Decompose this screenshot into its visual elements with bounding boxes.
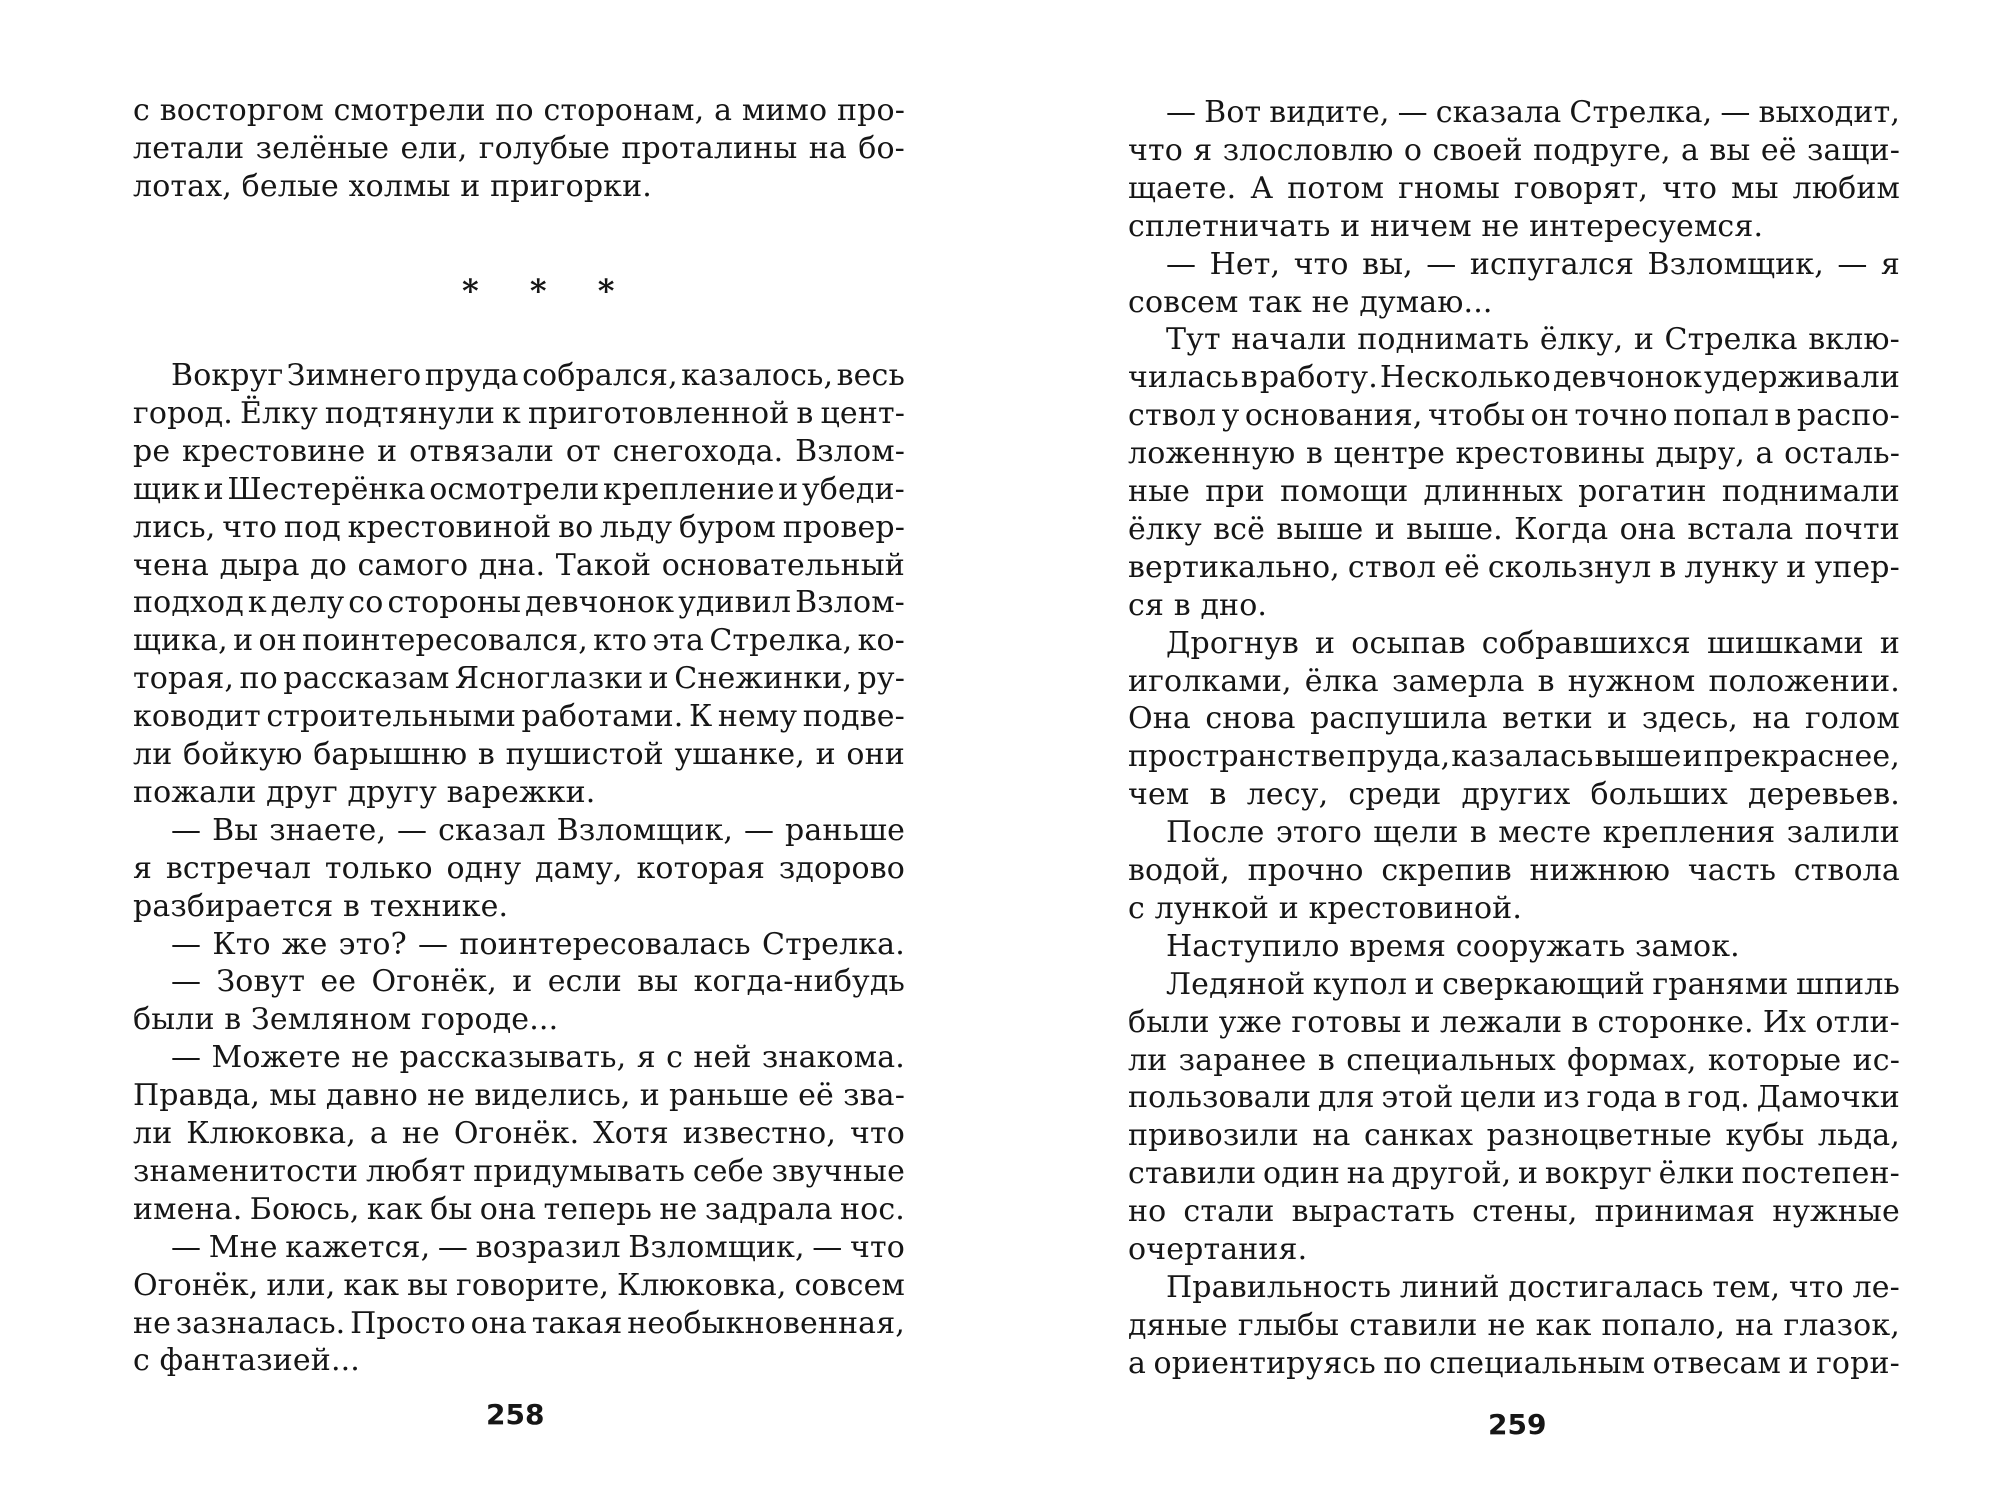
text-line: чем в лесу, среди других больших деревьев. <box>1128 777 1900 813</box>
text-line: с восторгом смотрели по сторонам, а мимо про- <box>133 93 905 128</box>
text-line: вертикально, ствол её скользнул в лунку и упер- <box>1128 549 1900 585</box>
text-line: Ледяной купол и сверкающий гранями шпиль <box>1166 966 1900 1002</box>
text-line: а ориентируясь по специальным отвесам и гори- <box>1128 1345 1900 1381</box>
page-number-right: 259 <box>1488 1408 1547 1441</box>
text-line: дяные глыбы ставили не как попало, на глазок, <box>1128 1307 1900 1343</box>
text-line: Дрогнув и осыпав собравшихся шишками и <box>1166 625 1900 661</box>
text-line: щаете. А потом гномы говорят, что мы любим <box>1128 170 1900 206</box>
text-line: пользовали для этой цели из года в год. Дамочки <box>1128 1080 1900 1116</box>
text-line: торая, по рассказам Ясноглазки и Снежинки, ру- <box>133 661 905 697</box>
text-line: лотах, белые холмы и пригорки. <box>133 169 652 204</box>
text-line: ли бойкую барышню в пушистой ушанке, и они <box>133 737 905 772</box>
text-line: подход к делу со стороны девчонок удивил Взлом- <box>133 585 905 621</box>
text-line: что я злословлю о своей подруге, а вы её защи- <box>1128 132 1900 168</box>
text-line: я встречал только одну даму, которая здорово <box>133 850 905 886</box>
text-line: пожали друг другу варежки. <box>133 774 596 810</box>
text-line: ложенную в центре крестовины дыру, а осталь- <box>1128 436 1900 472</box>
text-line: — Можете не рассказывать, я с ней знакома. <box>171 1040 905 1076</box>
text-line: — Вы знаете, — сказал Взломщик, — раньше <box>171 812 905 848</box>
text-line: город. Ёлку подтянули к приготовленной в цент- <box>133 395 905 431</box>
text-line: с лункой и крестовиной. <box>1128 890 1523 926</box>
text-line: разбирается в технике. <box>133 888 509 924</box>
text-line: ёлку всё выше и выше. Когда она встала почти <box>1128 511 1900 547</box>
text-line: привозили на санках разноцветные кубы льда, <box>1128 1118 1900 1154</box>
text-line: Огонёк, или, как вы говорите, Клюковка, совсем <box>133 1267 905 1303</box>
text-line: — Зовут ее Огонёк, и если вы когда-нибудь <box>171 964 905 1000</box>
text-line: водой, прочно скрепив нижнюю часть ствола <box>1128 853 1900 888</box>
section-separator: * * * <box>462 272 635 310</box>
text-line: Она снова распушила ветки и здесь, на голом <box>1128 701 1900 737</box>
text-line: очертания. <box>1128 1232 1308 1267</box>
text-line: летали зелёные ели, голубые проталины на бо- <box>133 131 905 166</box>
text-line: щик и Шестерёнка осмотрели крепление и убеди- <box>133 471 905 507</box>
page-number-left: 258 <box>486 1398 545 1431</box>
text-line: ководит строительными работами. К нему подве- <box>133 699 905 735</box>
text-line: ли Клюковка, а не Огонёк. Хотя известно, что <box>133 1116 905 1151</box>
text-line: пространстве пруда, казалась выше и прекраснее, <box>1128 739 1900 775</box>
text-line: не зазналась. Просто она такая необыкновенная, <box>133 1305 905 1341</box>
text-line: совсем так не думаю... <box>1128 284 1493 320</box>
text-line: ствол у основания, чтобы он точно попал в распо- <box>1128 398 1900 434</box>
text-line: иголками, ёлка замерла в нужном положении. <box>1128 663 1900 699</box>
text-line: Правда, мы давно не виделись, и раньше её зва- <box>133 1078 905 1114</box>
text-line: ли заранее в специальных формах, которые ис- <box>1128 1042 1900 1078</box>
text-line: ре крестовине и отвязали от снегохода. Взлом- <box>133 433 905 469</box>
text-line: сплетничать и ничем не интересуемся. <box>1128 208 1764 244</box>
text-line: были в Земляном городе... <box>133 1002 559 1038</box>
right-page-text <box>1000 0 2000 1494</box>
text-line: чилась в работу. Несколько девчонок удерживали <box>1128 360 1900 396</box>
text-line: ные при помощи длинных рогатин поднимали <box>1128 474 1900 509</box>
text-line: — Кто же это? — поинтересовалась Стрелка. <box>171 926 905 962</box>
text-line: с фантазией... <box>133 1343 360 1379</box>
text-line: ся в дно. <box>1128 587 1268 623</box>
text-line: имена. Боюсь, как бы она теперь не задрала нос. <box>133 1191 905 1227</box>
text-line: щика, и он поинтересовался, кто эта Стрелка, ко- <box>133 623 905 659</box>
text-line: — Мне кажется, — возразил Взломщик, — что <box>171 1229 905 1265</box>
text-line: знаменитости любят придумывать себе звучные <box>133 1153 905 1189</box>
text-line: Правильность линий достигалась тем, что ле- <box>1166 1269 1900 1305</box>
text-line: чена дыра до самого дна. Такой основательный <box>133 547 905 583</box>
text-line: Тут начали поднимать ёлку, и Стрелка вклю- <box>1166 322 1900 358</box>
text-line: — Вот видите, — сказала Стрелка, — выходит, <box>1166 95 1900 130</box>
text-line: После этого щели в месте крепления залили <box>1166 815 1900 851</box>
text-line: ставили один на другой, и вокруг ёлки постепен- <box>1128 1156 1900 1192</box>
text-line: лись, что под крестовиной во льду буром провер- <box>133 509 905 545</box>
text-line: Наступило время сооружать замок. <box>1166 928 1740 964</box>
text-line: были уже готовы и лежали в сторонке. Их отли- <box>1128 1004 1900 1040</box>
text-line: Вокруг Зимнего пруда собрался, казалось, весь <box>171 358 905 393</box>
text-line: но стали вырастать стены, принимая нужные <box>1128 1194 1900 1230</box>
right-page <box>1000 0 2000 1494</box>
text-line: — Нет, что вы, — испугался Взломщик, — я <box>1166 246 1900 282</box>
